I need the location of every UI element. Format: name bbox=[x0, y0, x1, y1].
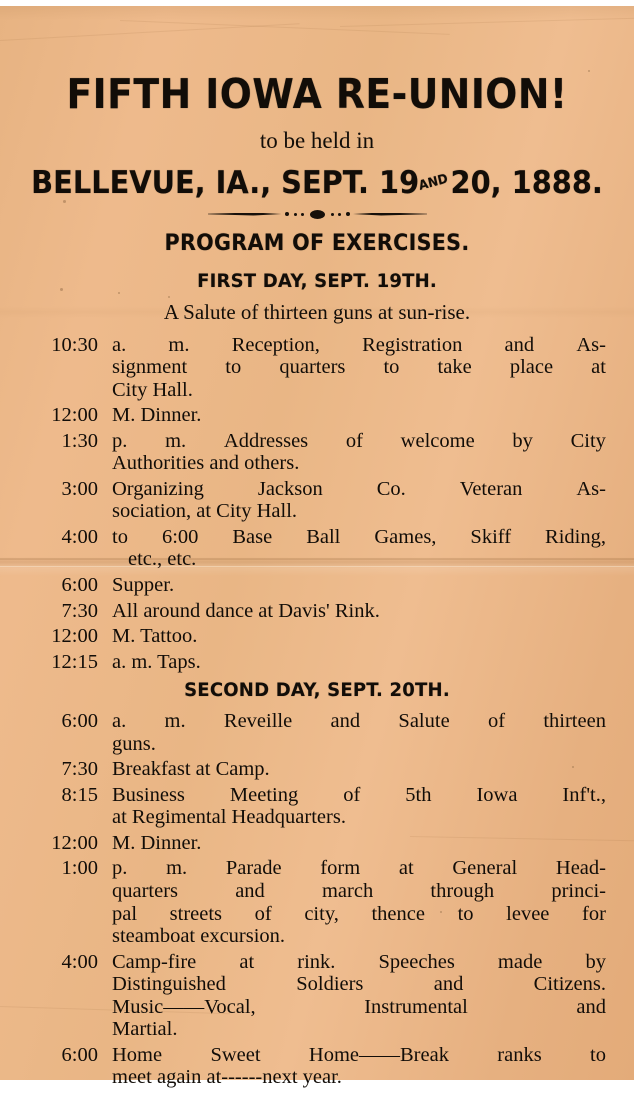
ornament-dot bbox=[338, 213, 341, 216]
schedule-time: 8:15 bbox=[61, 783, 98, 806]
day-one-schedule bbox=[0, 334, 634, 674]
schedule-row bbox=[0, 710, 634, 755]
schedule-row bbox=[0, 404, 634, 427]
ornament-lozenge bbox=[310, 210, 325, 219]
page-title: FIFTH IOWA RE-UNION! bbox=[66, 70, 568, 118]
schedule-row bbox=[0, 600, 634, 623]
schedule-line: All around dance at Davis' Rink. bbox=[112, 599, 380, 622]
schedule-line: City Hall. bbox=[112, 378, 193, 401]
schedule-line: Business Meeting of 5th Iowa Inf't., bbox=[112, 783, 606, 806]
schedule-line: p. m. Addresses of welcome by City bbox=[112, 429, 606, 452]
schedule-time: 6:00 bbox=[61, 573, 98, 596]
schedule-description bbox=[112, 430, 634, 475]
schedule-time: 3:00 bbox=[61, 477, 98, 500]
schedule-line: Breakfast at Camp. bbox=[112, 758, 270, 781]
schedule-line: M. Dinner. bbox=[112, 404, 202, 427]
schedule-line: signment to quarters to take place at bbox=[112, 356, 606, 379]
schedule-time: 12:00 bbox=[51, 831, 98, 854]
day-one-salute: A Salute of thirteen guns at sun-rise. bbox=[163, 300, 471, 324]
day-one-heading: FIRST DAY, SEPT. 19TH. bbox=[197, 270, 437, 292]
schedule-description bbox=[112, 832, 634, 855]
schedule-time: 1:00 bbox=[61, 857, 98, 880]
schedule-line: meet again at------next year. bbox=[112, 1066, 342, 1089]
schedule-line: quarters and march through princi- bbox=[112, 880, 606, 902]
schedule-row bbox=[0, 574, 634, 597]
schedule-time: 10:30 bbox=[51, 333, 98, 356]
schedule-line: etc., etc. bbox=[128, 548, 197, 571]
schedule-line: pal streets of city, thence to levee for bbox=[112, 902, 606, 925]
schedule-time: 7:30 bbox=[61, 599, 98, 622]
schedule-line: Authorities and others. bbox=[112, 452, 300, 475]
ornament-dot bbox=[346, 212, 350, 216]
schedule-description bbox=[112, 625, 634, 648]
schedule-line: guns. bbox=[112, 732, 156, 755]
dateline-before: BELLEVUE, IA., SEPT. 19 bbox=[31, 165, 420, 201]
schedule-description bbox=[112, 526, 634, 571]
ornament-dot bbox=[301, 213, 304, 216]
schedule-row bbox=[0, 478, 634, 523]
schedule-time: 4:00 bbox=[61, 950, 98, 973]
schedule-line: to 6:00 Base Ball Games, Skiff Riding, bbox=[112, 525, 606, 548]
schedule-row bbox=[0, 832, 634, 855]
schedule-description bbox=[112, 404, 634, 427]
schedule-row bbox=[0, 857, 634, 947]
schedule-description bbox=[112, 574, 634, 597]
schedule-line: sociation, at City Hall. bbox=[112, 500, 298, 523]
schedule-description bbox=[112, 857, 634, 947]
schedule-row bbox=[0, 1044, 634, 1089]
schedule-time: 12:15 bbox=[51, 650, 98, 673]
schedule-time: 12:00 bbox=[51, 404, 98, 427]
schedule-line: Martial. bbox=[112, 1018, 178, 1041]
schedule-row bbox=[0, 758, 634, 781]
schedule-row bbox=[0, 526, 634, 571]
schedule-description bbox=[112, 951, 634, 1041]
schedule-row bbox=[0, 651, 634, 674]
program-heading: PROGRAM OF EXERCISES. bbox=[164, 231, 470, 256]
schedule-time: 7:30 bbox=[61, 758, 98, 781]
schedule-row bbox=[0, 334, 634, 402]
schedule-description bbox=[112, 1044, 634, 1089]
schedule-time: 1:30 bbox=[61, 429, 98, 452]
schedule-line: p. m. Parade form at General Head- bbox=[112, 857, 606, 880]
schedule-line: a. m. Reveille and Salute of thirteen bbox=[112, 710, 606, 733]
event-dateline bbox=[22, 165, 612, 201]
schedule-line: Distinguished Soldiers and Citizens. bbox=[112, 973, 606, 996]
schedule-line: Organizing Jackson Co. Veteran As- bbox=[112, 477, 606, 500]
subtitle: to be held in bbox=[259, 128, 375, 153]
ornamental-divider bbox=[0, 205, 634, 223]
day-two-heading: SECOND DAY, SEPT. 20TH. bbox=[184, 679, 450, 702]
schedule-description bbox=[112, 651, 634, 674]
day-two-schedule bbox=[0, 710, 634, 1089]
schedule-description bbox=[112, 784, 634, 829]
schedule-description bbox=[112, 334, 634, 402]
schedule-line: Camp-fire at rink. Speeches made by bbox=[112, 950, 606, 973]
dateline-ampersand: AND bbox=[417, 171, 450, 194]
schedule-line: a. m. Taps. bbox=[112, 650, 201, 673]
schedule-row bbox=[0, 625, 634, 648]
ornament-dot bbox=[331, 213, 334, 216]
schedule-line: M. Dinner. bbox=[112, 831, 202, 854]
ornament-arrow-left bbox=[208, 213, 282, 216]
schedule-row bbox=[0, 430, 634, 475]
schedule-time: 6:00 bbox=[61, 1043, 98, 1066]
schedule-line: a. m. Reception, Registration and As- bbox=[112, 333, 606, 356]
schedule-description bbox=[112, 478, 634, 523]
schedule-line: M. Tattoo. bbox=[112, 625, 198, 648]
ornament-arrow-right bbox=[353, 213, 427, 216]
schedule-time: 6:00 bbox=[61, 710, 98, 733]
schedule-line: Home Sweet Home——Break ranks to bbox=[112, 1043, 606, 1066]
schedule-line: at Regimental Headquarters. bbox=[112, 806, 346, 829]
schedule-row bbox=[0, 784, 634, 829]
ornament-dot bbox=[285, 212, 289, 216]
schedule-description bbox=[112, 710, 634, 755]
schedule-line: Music——Vocal, Instrumental and bbox=[112, 995, 606, 1018]
schedule-time: 12:00 bbox=[51, 625, 98, 648]
schedule-row bbox=[0, 951, 634, 1041]
schedule-description bbox=[112, 758, 634, 781]
schedule-description bbox=[112, 600, 634, 623]
schedule-line: steamboat excursion. bbox=[112, 925, 286, 948]
dateline-after: 20, 1888. bbox=[450, 165, 603, 201]
schedule-time: 4:00 bbox=[61, 525, 98, 548]
ornament-dot bbox=[294, 213, 297, 216]
schedule-line: Supper. bbox=[112, 573, 175, 596]
